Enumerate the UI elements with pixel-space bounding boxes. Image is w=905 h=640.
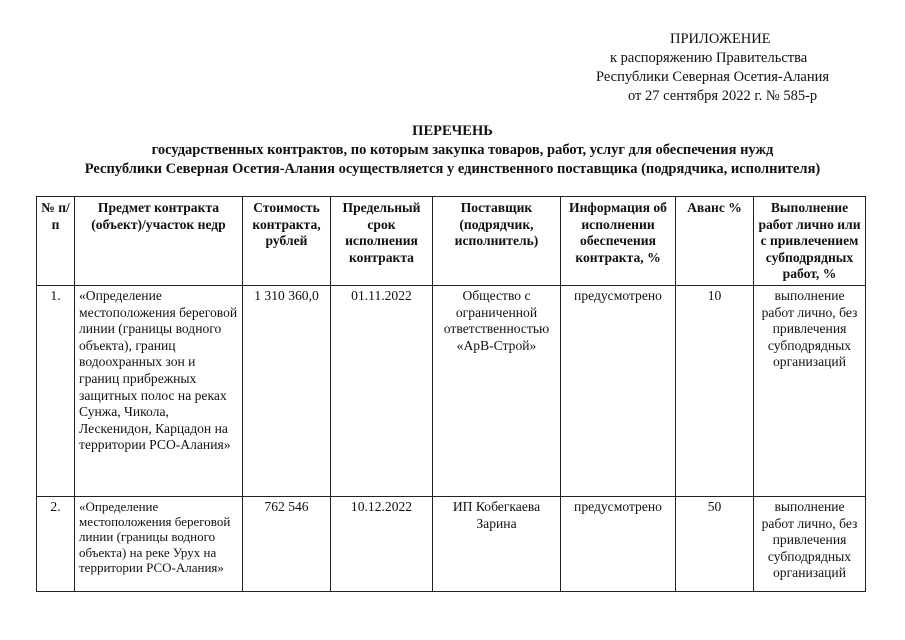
cell-security: предусмотрено [561,496,676,591]
header-security: Информация об исполнении обеспечения контракта, % [561,197,676,286]
cell-advance: 10 [676,285,754,496]
document-title: ПЕРЕЧЕНЬ [412,123,493,139]
cell-num: 1. [37,285,75,496]
cell-advance: 50 [676,496,754,591]
header-cost: Стоимость контракта, рублей [243,197,331,286]
cell-cost: 762 546 [243,496,331,591]
cell-execution: выполнение работ лично, без привлечения субподрядных организаций [754,496,866,591]
table-header-row [37,197,866,286]
cell-subject: «Определение местоположения береговой линии (границы водного объекта), границ водоохранных зон и границ прибрежных защитных полос на реках Сунжа, Чикола, Лескенидон, Карцадон на территории РСО-Алания» [75,285,243,496]
appendix-line-3: от 27 сентября 2022 г. № 585-р [628,88,818,104]
cell-deadline: 01.11.2022 [331,285,433,496]
cell-deadline: 10.12.2022 [331,496,433,591]
contracts-table [36,196,866,592]
cell-security: предусмотрено [561,285,676,496]
appendix-header [560,30,880,106]
cell-subject: «Определение местоположения береговой линии (границы водного объекта) на реке Урух на территории РСО-Алания» [75,496,243,591]
header-subject: Предмет контракта (объект)/участок недр [75,197,243,286]
header-deadline: Предельный срок исполнения контракта [331,197,433,286]
header-num: № п/п [37,197,75,286]
cell-supplier: ИП Кобегкаева Зарина [433,496,561,591]
document-subtitle-1: государственных контрактов, по которым закупка товаров, работ, услуг для обеспечения нужд [151,142,774,158]
cell-cost: 1 310 360,0 [243,285,331,496]
cell-supplier: Общество с ограниченной ответственностью «АрВ-Строй» [433,285,561,496]
table-row [37,285,866,496]
document-title-block [0,122,905,179]
cell-execution: выполнение работ лично, без привлечения субподрядных организаций [754,285,866,496]
header-advance: Аванс % [676,197,754,286]
table-row [37,496,866,591]
appendix-line-1: к распоряжению Правительства [610,50,808,66]
appendix-title: ПРИЛОЖЕНИЕ [670,31,771,47]
document-subtitle-2: Республики Северная Осетия-Алания осуществляется у единственного поставщика (подрядчика, исполнителя) [84,161,821,177]
cell-num: 2. [37,496,75,591]
header-execution: Выполнение работ лично или с привлечением субподрядных работ, % [754,197,866,286]
header-supplier: Поставщик (подрядчик, исполнитель) [433,197,561,286]
appendix-line-2: Республики Северная Осетия-Алания [596,69,830,85]
